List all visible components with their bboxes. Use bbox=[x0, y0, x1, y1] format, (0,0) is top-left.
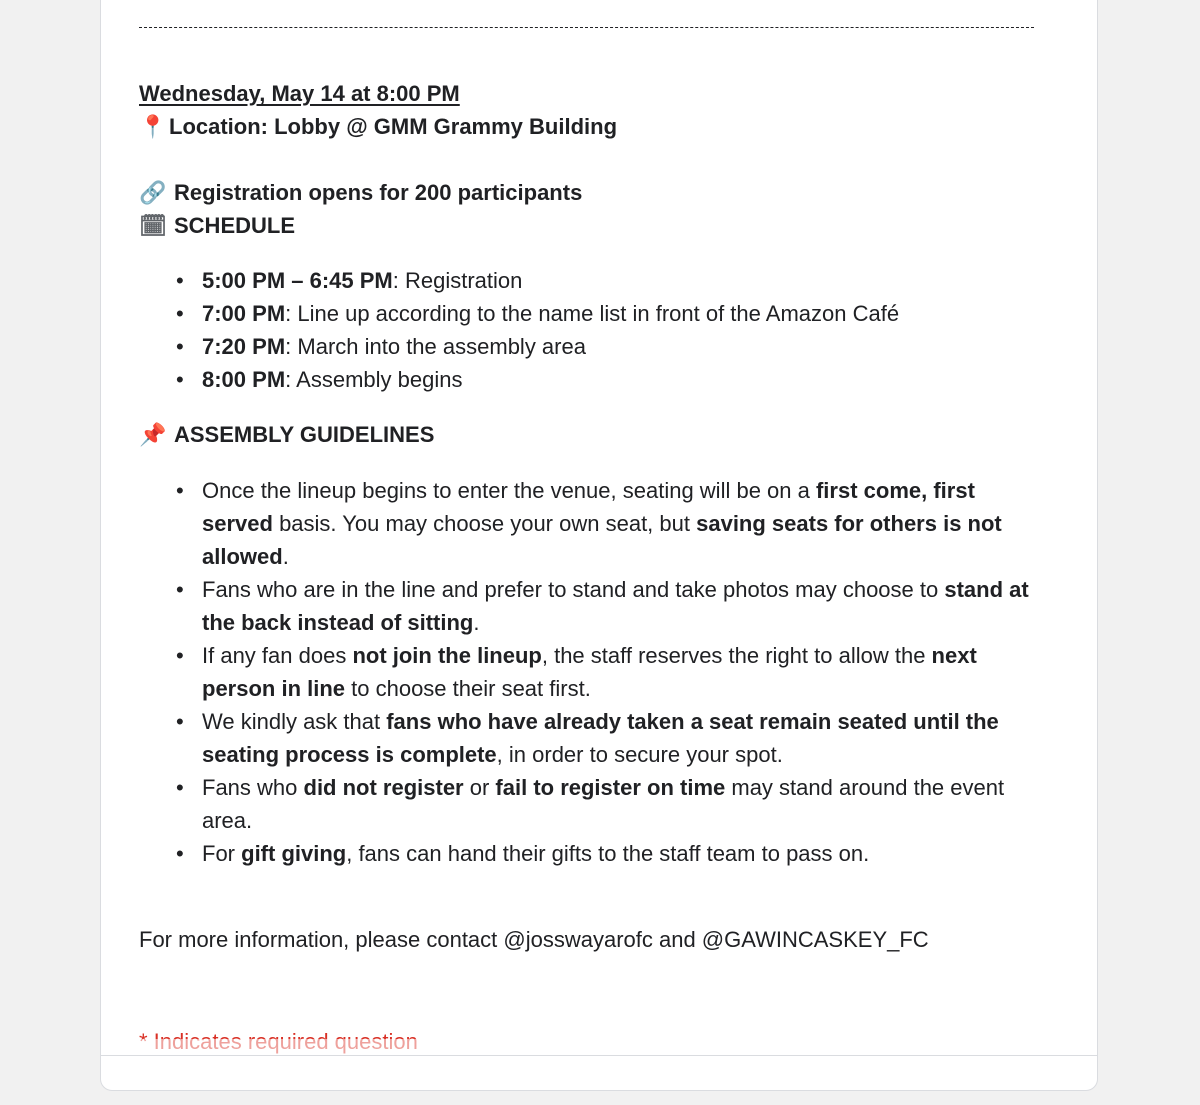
bullet: • bbox=[176, 478, 184, 503]
scroll-fade bbox=[101, 1039, 1097, 1055]
round-pushpin-icon: 📍 bbox=[139, 115, 167, 140]
list-item: • We kindly ask that fans who have already taken a seat remain seated until the seating process is complete, in order to secure your spot. bbox=[202, 705, 1062, 771]
schedule-list bbox=[139, 264, 1062, 396]
event-date: Wednesday, May 14 at 8:00 PM bbox=[139, 81, 460, 106]
list-item: • 8:00 PM: Assembly begins bbox=[202, 363, 1062, 396]
bullet: • bbox=[176, 643, 184, 668]
bullet: • bbox=[176, 268, 184, 293]
form-description-card bbox=[100, 0, 1098, 1091]
registration-text: Registration opens for 200 participants bbox=[174, 180, 583, 205]
pushpin-icon: 📌 bbox=[139, 423, 167, 448]
list-item: • Once the lineup begins to enter the venue, seating will be on a first come, first served basis. You may choose your own seat, but saving seats for others is not allowed. bbox=[202, 474, 1062, 573]
guidelines-heading-text: ASSEMBLY GUIDELINES bbox=[174, 422, 435, 447]
spiral-calendar-icon: 🗓 bbox=[139, 214, 167, 239]
list-item: • 7:00 PM: Line up according to the name list in front of the Amazon Café bbox=[202, 297, 1062, 330]
bullet: • bbox=[176, 775, 184, 800]
bullet: • bbox=[176, 301, 184, 326]
list-item: • 5:00 PM – 6:45 PM: Registration bbox=[202, 264, 1062, 297]
registration-info bbox=[139, 176, 582, 210]
card-divider bbox=[101, 1055, 1097, 1056]
list-item: • 7:20 PM: March into the assembly area bbox=[202, 330, 1062, 363]
schedule-heading-text: SCHEDULE bbox=[174, 213, 296, 238]
contact-info: For more information, please contact @josswayarofc and @GAWINCASKEY_FC bbox=[139, 927, 929, 952]
schedule-heading bbox=[139, 209, 295, 243]
bullet: • bbox=[176, 367, 184, 392]
guidelines-heading bbox=[139, 418, 434, 452]
list-item: • Fans who did not register or fail to register on time may stand around the event area. bbox=[202, 771, 1062, 837]
bullet: • bbox=[176, 841, 184, 866]
link-icon: 🔗 bbox=[139, 181, 167, 206]
event-location bbox=[139, 110, 617, 144]
guidelines-list bbox=[139, 474, 1062, 870]
event-location-text: Location: Lobby @ GMM Grammy Building bbox=[169, 114, 618, 139]
separator-line bbox=[139, 27, 1034, 28]
list-item: • If any fan does not join the lineup, the staff reserves the right to allow the next person in line to choose their seat first. bbox=[202, 639, 1062, 705]
bullet: • bbox=[176, 709, 184, 734]
bullet: • bbox=[176, 577, 184, 602]
bullet: • bbox=[176, 334, 184, 359]
list-item: • Fans who are in the line and prefer to stand and take photos may choose to stand at the back instead of sitting. bbox=[202, 573, 1062, 639]
list-item: • For gift giving, fans can hand their gifts to the staff team to pass on. bbox=[202, 837, 1062, 870]
